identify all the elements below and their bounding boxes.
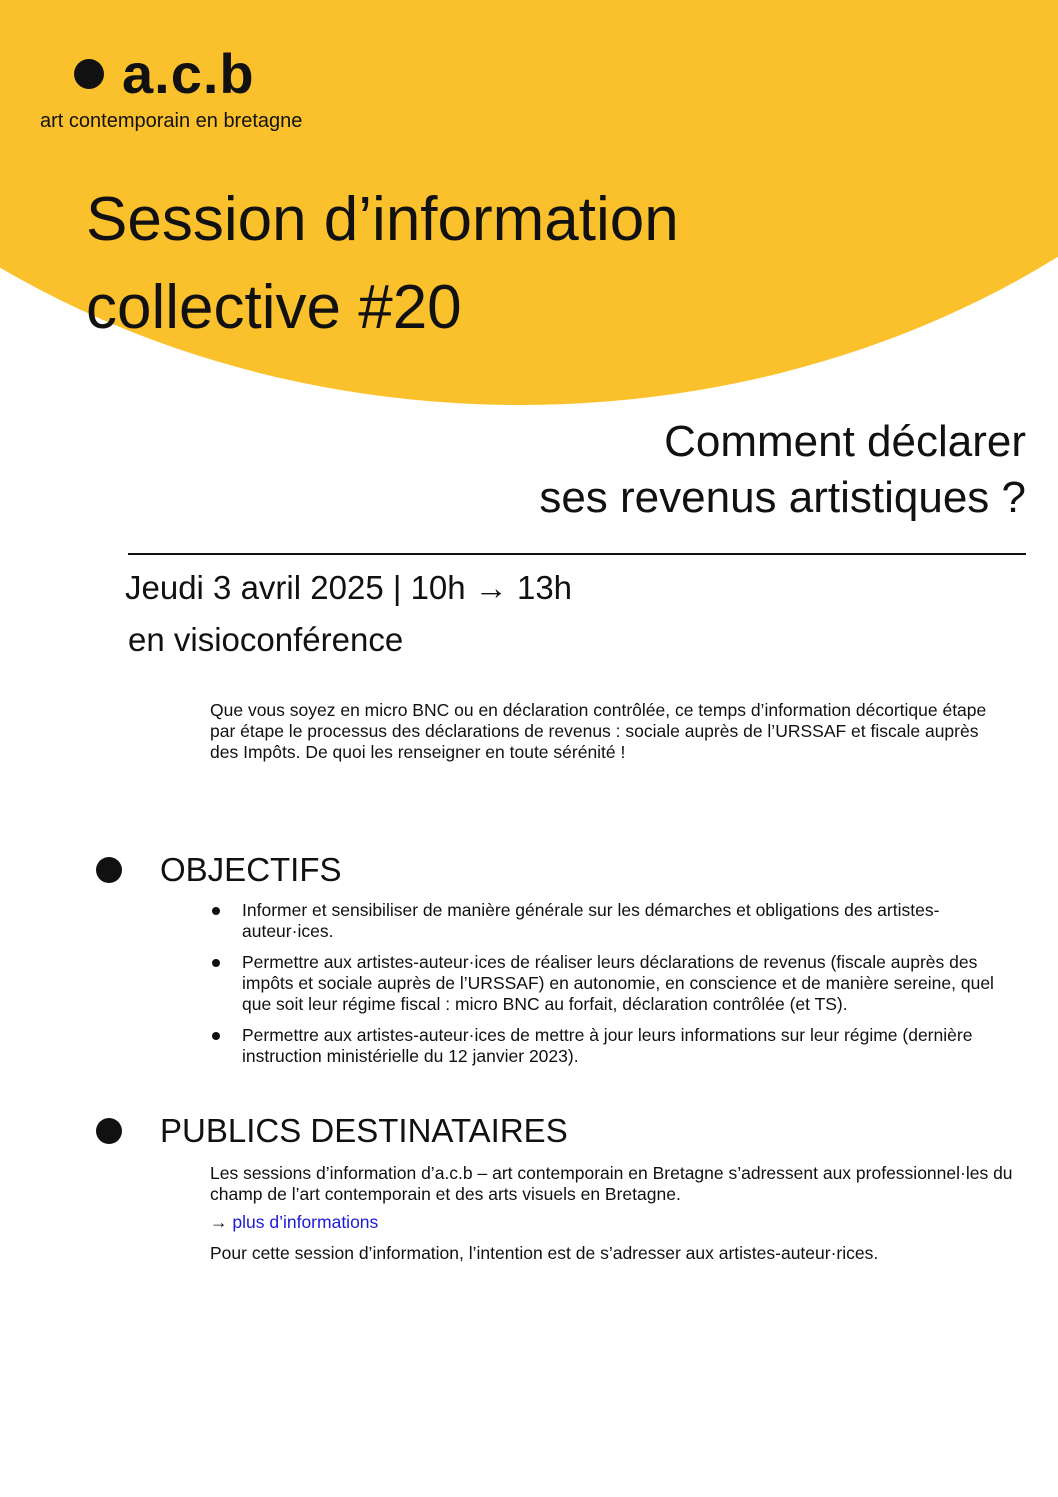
arrow-right-icon: →	[210, 1212, 228, 1232]
section-title-publics: PUBLICS DESTINATAIRES	[160, 1112, 568, 1149]
page-subtitle-line-1: Comment déclarer	[664, 417, 1026, 466]
list-item-text: Permettre aux artistes-auteur·ices de réaliser leurs déclarations de revenus (fiscale auprès des impôts et sociale auprès de l’URSSAF) en autonomie, en conscience et de manière sereine, quel que soit leur régime fiscal : micro BNC au forfait, déclaration contrôlée (et TS).	[242, 952, 994, 1014]
publics-content	[210, 1163, 1020, 1264]
logo-name: a.c.b	[122, 42, 255, 105]
list-item	[210, 1025, 1010, 1067]
objectifs-list	[210, 900, 1010, 1077]
intro-paragraph: Que vous soyez en micro BNC ou en déclaration contrôlée, ce temps d’information décortique étape par étape le processus des déclarations de revenus : sociale auprès de l’URSSAF et fiscale auprès des Impôts. De quoi les renseigner en toute sérénité !	[210, 700, 987, 762]
logo-dot-icon	[74, 59, 104, 89]
logo	[74, 42, 255, 105]
more-info-row	[210, 1212, 1020, 1233]
page-title	[86, 176, 679, 352]
page-title-line-1: Session d’information	[86, 185, 679, 254]
list-item	[210, 952, 1010, 1015]
more-info-link[interactable]: plus d’informations	[232, 1212, 379, 1232]
bullet-icon	[212, 1032, 220, 1040]
section-title-objectifs: OBJECTIFS	[160, 851, 342, 888]
section-bullet-icon	[96, 1118, 122, 1144]
page-subtitle	[539, 414, 1026, 526]
page-subtitle-line-2: ses revenus artistiques ?	[539, 473, 1026, 522]
section-publics	[96, 1111, 568, 1151]
list-item	[210, 900, 1010, 942]
bullet-icon	[212, 959, 220, 967]
publics-paragraph-2: Pour cette session d’information, l’intention est de s’adresser aux artistes-auteur·rices.	[210, 1243, 879, 1263]
list-item-text: Informer et sensibiliser de manière générale sur les démarches et obligations des artistes-auteur·ices.	[242, 900, 940, 941]
publics-paragraph-1: Les sessions d’information d’a.c.b – art contemporain en Bretagne s’adressent aux professionnel·les du champ de l’art contemporain et des arts visuels en Bretagne.	[210, 1163, 1013, 1204]
section-objectifs	[96, 850, 342, 890]
page-title-line-2: collective #20	[86, 273, 462, 342]
section-bullet-icon	[96, 857, 122, 883]
divider	[128, 553, 1026, 555]
logo-subtitle: art contemporain en bretagne	[40, 110, 303, 132]
event-date: Jeudi 3 avril 2025 | 10h → 13h	[125, 569, 573, 606]
event-mode: en visioconférence	[128, 621, 404, 658]
bullet-icon	[212, 907, 220, 915]
list-item-text: Permettre aux artistes-auteur·ices de mettre à jour leurs informations sur leur régime (dernière instruction ministérielle du 12 janvier 2023).	[242, 1025, 973, 1066]
